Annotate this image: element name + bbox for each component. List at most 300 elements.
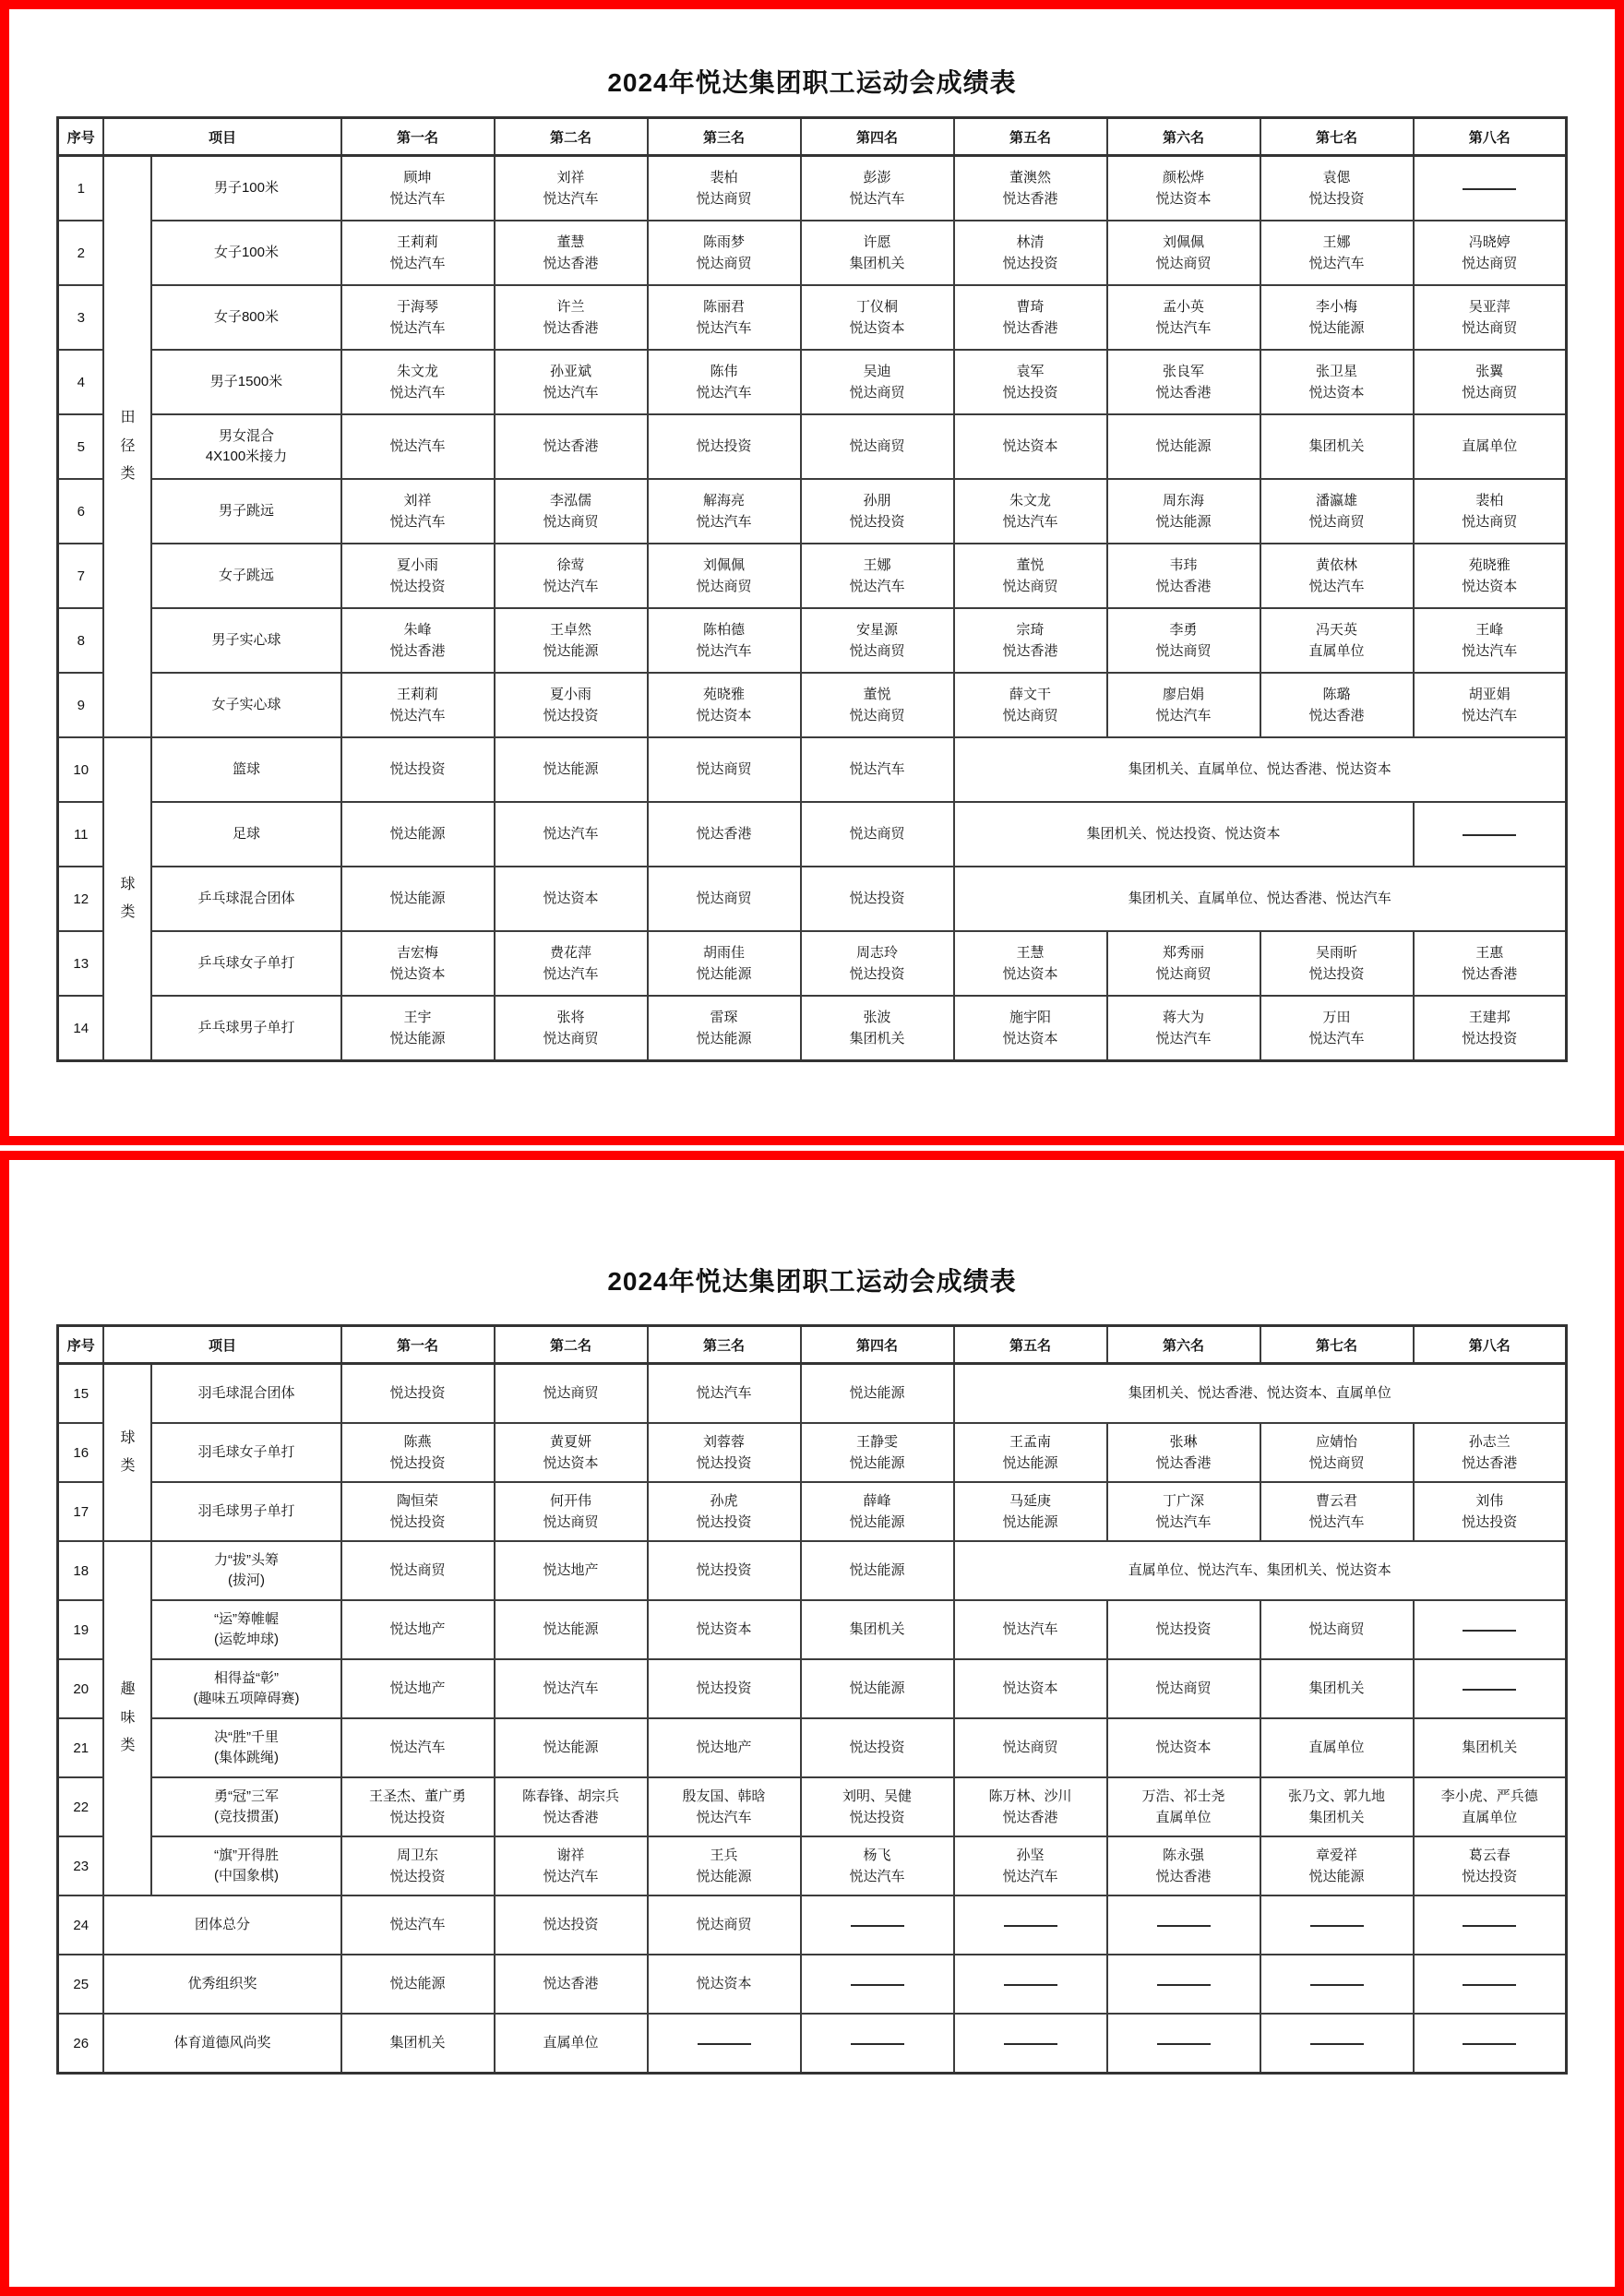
col-header: 第七名 xyxy=(1260,118,1414,156)
cell-line: 悦达商贸 xyxy=(543,1031,599,1046)
result-cell xyxy=(648,802,801,867)
cell-line: 悦达商贸 xyxy=(849,643,905,659)
no-result-dash xyxy=(1463,834,1516,836)
cell-line: 集团机关、直属单位、悦达香港、悦达汽车 xyxy=(1128,891,1391,907)
result-cell xyxy=(648,1955,801,2014)
result-cell xyxy=(801,802,954,867)
table-row xyxy=(57,414,1566,479)
result-cell xyxy=(648,479,801,544)
result-cell xyxy=(648,1836,801,1895)
result-cell xyxy=(1414,1955,1567,2014)
result-cell xyxy=(1414,802,1567,867)
cell-line: 刘祥 xyxy=(403,492,432,508)
header-row xyxy=(57,118,1566,156)
result-cell xyxy=(341,673,495,737)
table-row xyxy=(57,608,1566,673)
cell-line: 悦达香港 xyxy=(1462,966,1518,982)
row-number: 1 xyxy=(57,156,103,221)
result-cell xyxy=(801,737,954,802)
cell-line: 张波 xyxy=(863,1009,891,1025)
category-cell xyxy=(103,737,151,1061)
cell-line: 悦达汽车 xyxy=(543,1869,599,1884)
cell-line: 许愿 xyxy=(863,233,891,250)
cell-line: 朱峰 xyxy=(403,621,432,638)
cell-line: 夏小雨 xyxy=(396,556,438,573)
no-result-dash xyxy=(1004,1984,1057,1986)
result-cell xyxy=(495,1955,648,2014)
cell-line: 悦达能源 xyxy=(1002,1514,1058,1530)
cell-line: 悦达汽车 xyxy=(389,514,446,530)
cell-line: 悦达汽车 xyxy=(1155,1514,1212,1530)
cell-line: 悦达汽车 xyxy=(696,643,752,659)
cell-line: 悦达投资 xyxy=(389,1514,446,1530)
cell-line: 胡亚娟 xyxy=(1468,686,1511,702)
result-cell xyxy=(954,156,1107,221)
result-cell xyxy=(341,608,495,673)
result-cell xyxy=(1414,479,1567,544)
cell-line: 悦达投资 xyxy=(1308,966,1365,982)
cell-line: 悦达能源 xyxy=(543,761,599,778)
cell-line: 顾坤 xyxy=(403,169,432,185)
row-number: 19 xyxy=(57,1600,103,1659)
cell-line: 悦达商贸 xyxy=(1462,385,1518,401)
cell-line: 悦达汽车 xyxy=(543,579,599,594)
row-number: 8 xyxy=(57,608,103,673)
result-cell xyxy=(1260,996,1414,1061)
cell-line: 悦达汽车 xyxy=(1308,1514,1365,1530)
col-header: 第八名 xyxy=(1414,1326,1567,1364)
result-cell xyxy=(954,1777,1107,1836)
result-cell xyxy=(1107,1659,1260,1718)
cell-line: 陶恒荣 xyxy=(396,1492,438,1509)
result-cell xyxy=(1414,1836,1567,1895)
cell-line: 悦达地产 xyxy=(696,1740,752,1756)
event-line: (运乾坤球) xyxy=(213,1632,279,1647)
event-cell xyxy=(151,350,340,414)
result-cell xyxy=(1414,673,1567,737)
cell-line: 集团机关、悦达香港、悦达资本、直属单位 xyxy=(1128,1385,1391,1402)
cell-line: 林清 xyxy=(1016,233,1045,250)
cell-line: 集团机关、悦达投资、悦达资本 xyxy=(1086,826,1281,843)
result-cell xyxy=(495,931,648,996)
category-cell xyxy=(103,156,151,738)
result-cell xyxy=(341,1482,495,1541)
no-result-dash xyxy=(698,2043,751,2045)
cell-line: 王宇 xyxy=(403,1009,432,1025)
result-cell xyxy=(341,2014,495,2074)
cell-line: 悦达汽车 xyxy=(696,320,752,336)
cell-line: 马延庚 xyxy=(1009,1492,1051,1509)
col-header: 第八名 xyxy=(1414,118,1567,156)
result-cell xyxy=(495,285,648,350)
cell-line: 施宇阳 xyxy=(1009,1009,1051,1025)
event-cell xyxy=(103,1895,340,1955)
result-cell xyxy=(954,285,1107,350)
cell-line: 直属单位 xyxy=(1462,438,1518,455)
result-cell xyxy=(1107,931,1260,996)
result-cell xyxy=(1260,2014,1414,2074)
result-cell xyxy=(954,479,1107,544)
result-cell xyxy=(341,479,495,544)
cell-line: 葛云春 xyxy=(1468,1847,1511,1863)
cell-line: 周志玲 xyxy=(855,944,898,961)
cell-line: 悦达汽车 xyxy=(1308,256,1365,271)
event-cell xyxy=(151,1718,340,1777)
cell-line: 悦达商贸 xyxy=(696,1917,752,1933)
cell-line: 于海琴 xyxy=(396,298,438,315)
cell-line: 费花萍 xyxy=(549,944,591,961)
cell-line: 直属单位、悦达汽车、集团机关、悦达资本 xyxy=(1128,1562,1391,1579)
cell-line: 陈璐 xyxy=(1322,686,1351,702)
result-cell xyxy=(1260,1423,1414,1482)
cell-line: 李小虎、严兵德 xyxy=(1440,1788,1538,1804)
cell-line: 刘明、吴健 xyxy=(842,1788,912,1804)
col-header: 第二名 xyxy=(495,1326,648,1364)
result-cell xyxy=(648,1364,801,1424)
result-cell xyxy=(1260,1659,1414,1718)
category-cell xyxy=(103,1364,151,1542)
col-header: 第三名 xyxy=(648,1326,801,1364)
result-cell xyxy=(954,1895,1107,1955)
event-cell xyxy=(103,1955,340,2014)
cell-line: 悦达能源 xyxy=(849,1514,905,1530)
cell-line: 悦达商贸 xyxy=(696,761,752,778)
result-cell xyxy=(341,737,495,802)
cell-line: 悦达汽车 xyxy=(849,761,905,778)
cell-line: 集团机关 xyxy=(849,256,905,271)
result-cell xyxy=(1260,1955,1414,2014)
row-number: 26 xyxy=(57,2014,103,2074)
result-cell xyxy=(801,1659,954,1718)
cell-line: 应婧怡 xyxy=(1315,1433,1357,1450)
row-number: 9 xyxy=(57,673,103,737)
table-row xyxy=(57,156,1566,221)
cell-line: 悦达能源 xyxy=(543,1621,599,1638)
cell-line: 彭澎 xyxy=(863,169,891,185)
table-row xyxy=(57,544,1566,608)
cell-line: 刘佩佩 xyxy=(702,556,745,573)
cell-line: 陈柏德 xyxy=(702,621,745,638)
cell-line: 悦达投资 xyxy=(849,891,905,907)
result-cell xyxy=(648,350,801,414)
result-cell xyxy=(1107,1777,1260,1836)
cell-line: 悦达汽车 xyxy=(389,1740,446,1756)
col-header: 第二名 xyxy=(495,118,648,156)
event-line: 羽毛球男子单打 xyxy=(197,1503,295,1520)
result-cell xyxy=(1260,608,1414,673)
cell-line: 悦达汽车 xyxy=(1308,579,1365,594)
cell-line: 悦达商贸 xyxy=(1462,256,1518,271)
cell-line: 王娜 xyxy=(863,556,891,573)
cell-line: 陈春锋、胡宗兵 xyxy=(521,1788,619,1804)
col-header: 第四名 xyxy=(801,1326,954,1364)
cell-line: 吴雨昕 xyxy=(1315,944,1357,961)
row-number: 15 xyxy=(57,1364,103,1424)
cell-line: 王孟南 xyxy=(1009,1433,1051,1450)
event-line: 女子100米 xyxy=(213,245,279,261)
result-cell xyxy=(648,1482,801,1541)
event-line: (拔河) xyxy=(227,1573,265,1588)
no-result-dash xyxy=(1463,1630,1516,1632)
no-result-dash xyxy=(1310,1925,1364,1927)
cell-line: 悦达投资 xyxy=(389,1810,446,1825)
cell-line: 王莉莉 xyxy=(396,686,438,702)
result-cell xyxy=(1107,350,1260,414)
row-number: 7 xyxy=(57,544,103,608)
event-line: 相得益“彰” xyxy=(213,1670,279,1687)
cell-line: 殷友国、韩晗 xyxy=(682,1788,766,1804)
cell-line: 悦达投资 xyxy=(389,1385,446,1402)
cell-line: 悦达香港 xyxy=(543,1810,599,1825)
cell-line: 丁广深 xyxy=(1162,1492,1204,1509)
cell-line: 裴柏 xyxy=(1475,492,1504,508)
cell-line: 刘祥 xyxy=(556,169,585,185)
result-cell xyxy=(495,1777,648,1836)
result-cell xyxy=(1260,1836,1414,1895)
result-cell xyxy=(954,867,1567,931)
no-result-dash xyxy=(1004,1925,1057,1927)
result-cell xyxy=(1260,285,1414,350)
table-row xyxy=(57,285,1566,350)
cell-line: 张琳 xyxy=(1169,1433,1198,1450)
cell-line: 谢祥 xyxy=(556,1847,585,1863)
result-cell xyxy=(648,414,801,479)
cell-line: 刘蓉蓉 xyxy=(702,1433,745,1450)
result-cell xyxy=(1414,2014,1567,2074)
result-cell xyxy=(1414,931,1567,996)
col-header: 第三名 xyxy=(648,118,801,156)
cell-line: 悦达汽车 xyxy=(389,191,446,207)
event-cell xyxy=(151,673,340,737)
cell-line: 悦达商贸 xyxy=(849,708,905,723)
result-cell xyxy=(648,221,801,285)
cell-line: 悦达资本 xyxy=(1002,1680,1058,1697)
cell-line: 悦达能源 xyxy=(696,1869,752,1884)
cell-line: 孙虎 xyxy=(710,1492,738,1509)
result-cell xyxy=(1107,608,1260,673)
event-cell xyxy=(151,1423,340,1482)
cell-line: 直属单位 xyxy=(1308,1740,1365,1756)
table-row xyxy=(57,2014,1566,2074)
cell-line: 悦达投资 xyxy=(389,1869,446,1884)
cell-line: 集团机关 xyxy=(1462,1740,1518,1756)
result-cell xyxy=(341,221,495,285)
cell-line: 悦达能源 xyxy=(696,1031,752,1046)
event-cell xyxy=(151,996,340,1061)
result-cell xyxy=(495,673,648,737)
result-cell xyxy=(801,1836,954,1895)
cell-line: 悦达投资 xyxy=(1002,385,1058,401)
cell-line: 颜松烨 xyxy=(1162,169,1204,185)
cell-line: 悦达汽车 xyxy=(1155,708,1212,723)
event-line: (竞技掼蛋) xyxy=(213,1809,279,1824)
cell-line: 悦达汽车 xyxy=(696,1810,752,1825)
cell-line: 王卓然 xyxy=(549,621,591,638)
result-cell xyxy=(495,1423,648,1482)
cell-line: 悦达汽车 xyxy=(389,320,446,336)
result-cell xyxy=(1107,285,1260,350)
cell-line: 王惠 xyxy=(1475,944,1504,961)
cell-line: 悦达汽车 xyxy=(696,385,752,401)
no-result-dash xyxy=(851,1984,904,1986)
cell-line: 曹琦 xyxy=(1016,298,1045,315)
cell-line: 悦达商贸 xyxy=(543,1514,599,1530)
result-cell xyxy=(1414,1659,1567,1718)
result-cell xyxy=(954,1364,1567,1424)
result-cell xyxy=(341,931,495,996)
cell-line: 悦达资本 xyxy=(1155,1740,1212,1756)
cell-line: 悦达投资 xyxy=(1462,1031,1518,1046)
cell-line: 悦达资本 xyxy=(1002,966,1058,982)
cell-line: 悦达商贸 xyxy=(696,191,752,207)
cell-line: 张良军 xyxy=(1162,363,1204,379)
event-line: 乒乓球混合团体 xyxy=(197,891,295,907)
no-result-dash xyxy=(1463,188,1516,190)
event-line: 羽毛球混合团体 xyxy=(197,1385,295,1402)
cell-line: 悦达资本 xyxy=(849,320,905,336)
result-cell xyxy=(1260,544,1414,608)
event-line: 男女混合 xyxy=(218,428,274,445)
result-cell xyxy=(1260,1895,1414,1955)
result-cell xyxy=(495,414,648,479)
cell-line: 悦达资本 xyxy=(696,1976,752,1992)
table-row xyxy=(57,1423,1566,1482)
result-cell xyxy=(801,221,954,285)
cell-line: 悦达资本 xyxy=(1462,579,1518,594)
cell-line: 杨飞 xyxy=(863,1847,891,1863)
result-cell xyxy=(495,350,648,414)
event-line: 力“拔”头筹 xyxy=(213,1552,279,1569)
cell-line: 悦达香港 xyxy=(543,1976,599,1992)
cell-line: 悦达商贸 xyxy=(1155,256,1212,271)
result-cell xyxy=(954,673,1107,737)
cell-line: 张乃文、郭九地 xyxy=(1287,1788,1385,1804)
cell-line: 孙朋 xyxy=(863,492,891,508)
event-cell xyxy=(151,1600,340,1659)
category-label: 球类 xyxy=(120,1429,136,1474)
result-cell xyxy=(495,1364,648,1424)
cell-line: 陈雨梦 xyxy=(702,233,745,250)
result-cell xyxy=(341,1777,495,1836)
row-number: 5 xyxy=(57,414,103,479)
cell-line: 袁军 xyxy=(1016,363,1045,379)
cell-line: 悦达汽车 xyxy=(849,579,905,594)
result-cell xyxy=(1414,156,1567,221)
cell-line: 悦达香港 xyxy=(1155,579,1212,594)
table-row xyxy=(57,221,1566,285)
result-cell xyxy=(1260,1718,1414,1777)
cell-line: 悦达汽车 xyxy=(1155,320,1212,336)
cell-line: 朱文龙 xyxy=(396,363,438,379)
result-cell xyxy=(648,1718,801,1777)
result-cell xyxy=(1414,996,1567,1061)
cell-line: 黄依林 xyxy=(1315,556,1357,573)
cell-line: 集团机关 xyxy=(389,2035,446,2051)
result-cell xyxy=(1414,1777,1567,1836)
result-cell xyxy=(1107,1955,1260,2014)
cell-line: 万田 xyxy=(1322,1009,1351,1025)
result-cell xyxy=(341,1659,495,1718)
result-cell xyxy=(801,931,954,996)
cell-line: 悦达能源 xyxy=(849,1562,905,1579)
result-cell xyxy=(1414,221,1567,285)
result-cell xyxy=(495,1482,648,1541)
cell-line: 悦达能源 xyxy=(543,643,599,659)
cell-line: 雷琛 xyxy=(710,1009,738,1025)
col-header: 第七名 xyxy=(1260,1326,1414,1364)
table-row xyxy=(57,1836,1566,1895)
cell-line: 薛峰 xyxy=(863,1492,891,1509)
cell-line: 悦达汽车 xyxy=(543,191,599,207)
cell-line: 悦达投资 xyxy=(696,438,752,455)
row-number: 16 xyxy=(57,1423,103,1482)
cell-line: 悦达香港 xyxy=(1002,1810,1058,1825)
cell-line: 悦达投资 xyxy=(849,966,905,982)
cell-line: 悦达商贸 xyxy=(1462,514,1518,530)
no-result-dash xyxy=(1310,1984,1364,1986)
cell-line: 悦达商贸 xyxy=(696,256,752,271)
result-cell xyxy=(954,350,1107,414)
result-cell xyxy=(341,1423,495,1482)
result-cell xyxy=(954,1482,1107,1541)
cell-line: 悦达投资 xyxy=(543,708,599,723)
cell-line: 悦达汽车 xyxy=(389,385,446,401)
result-cell xyxy=(1260,1777,1414,1836)
event-line: 女子跳远 xyxy=(218,568,274,584)
result-cell xyxy=(954,608,1107,673)
event-cell xyxy=(151,414,340,479)
cell-line: 悦达资本 xyxy=(543,1455,599,1471)
result-cell xyxy=(1260,479,1414,544)
result-cell xyxy=(1107,1836,1260,1895)
col-header: 第五名 xyxy=(954,118,1107,156)
result-cell xyxy=(495,1836,648,1895)
table-row xyxy=(57,1718,1566,1777)
cell-line: 韦玮 xyxy=(1169,556,1198,573)
cell-line: 悦达香港 xyxy=(1155,385,1212,401)
cell-line: 王静雯 xyxy=(855,1433,898,1450)
cell-line: 悦达商贸 xyxy=(1002,708,1058,723)
event-cell xyxy=(151,544,340,608)
cell-line: 悦达商贸 xyxy=(1308,1455,1365,1471)
result-cell xyxy=(954,544,1107,608)
cell-line: 悦达能源 xyxy=(543,1740,599,1756)
result-cell xyxy=(648,1541,801,1600)
result-cell xyxy=(954,221,1107,285)
cell-line: 徐莺 xyxy=(556,556,585,573)
cell-line: 悦达商贸 xyxy=(1308,514,1365,530)
cell-line: 悦达香港 xyxy=(1155,1869,1212,1884)
col-header: 第六名 xyxy=(1107,118,1260,156)
cell-line: 悦达香港 xyxy=(1002,191,1058,207)
table-header xyxy=(57,118,1566,156)
result-cell xyxy=(801,608,954,673)
col-header: 第四名 xyxy=(801,118,954,156)
cell-line: 悦达香港 xyxy=(1462,1455,1518,1471)
table-row xyxy=(57,1600,1566,1659)
cell-line: 悦达商贸 xyxy=(849,438,905,455)
cell-line: 悦达商贸 xyxy=(1155,1680,1212,1697)
result-cell xyxy=(495,1541,648,1600)
cell-line: 陈伟 xyxy=(710,363,738,379)
result-cell xyxy=(495,608,648,673)
table-row xyxy=(57,1364,1566,1424)
event-cell xyxy=(151,1836,340,1895)
result-cell xyxy=(341,285,495,350)
cell-line: 悦达商贸 xyxy=(696,891,752,907)
result-cell xyxy=(341,1955,495,2014)
cell-line: 张翼 xyxy=(1475,363,1504,379)
